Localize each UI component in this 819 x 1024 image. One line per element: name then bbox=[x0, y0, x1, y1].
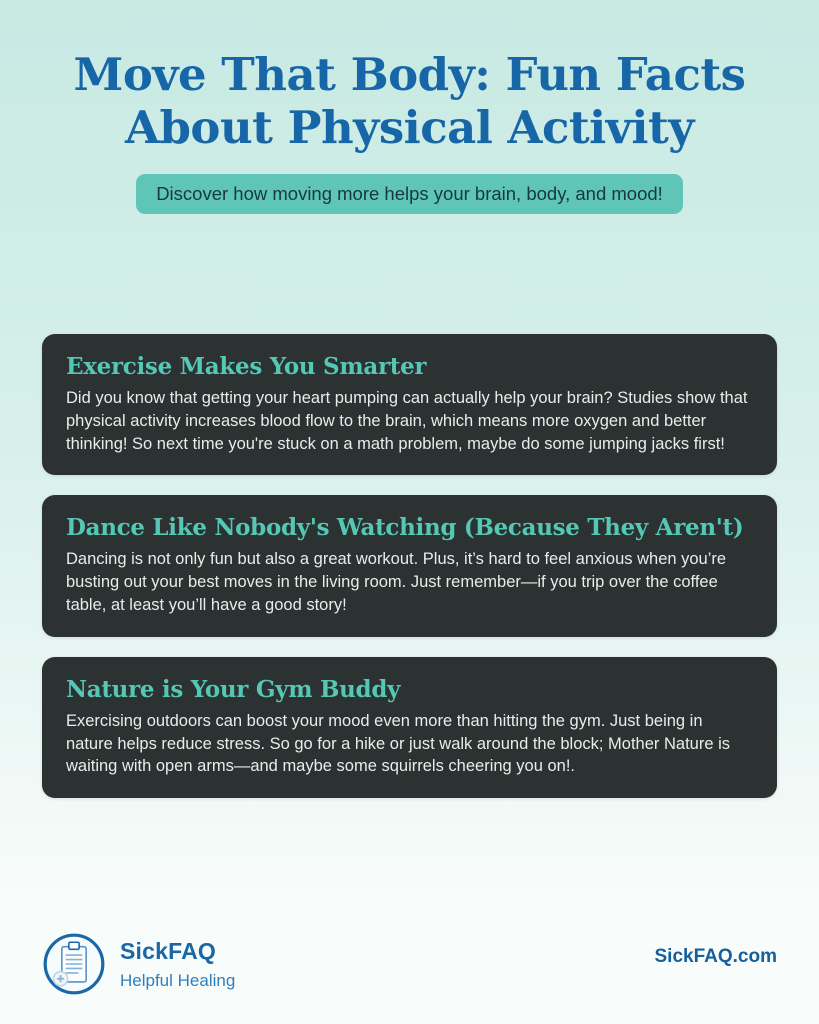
clipboard-plus-icon bbox=[42, 932, 106, 996]
card-body: Exercising outdoors can boost your mood even more than hitting the gym. Just being in nature helps reduce stress. So go for a hike or just walk around the block; Mother Nature is waiting with open arms—and maybe some squirrels cheering you on!. bbox=[66, 711, 731, 776]
page-title-line2: About Physical Activity bbox=[125, 101, 694, 155]
page-title-line1: Move That Body: Fun Facts bbox=[73, 48, 746, 101]
website-link: SickFAQ.com bbox=[654, 946, 777, 967]
brand bbox=[42, 932, 235, 996]
card-body: Did you know that getting your heart pumping can actually help your brain? Studies show that physical activity increases blood flow to the brain, which means more oxygen and better thinking! So next time you're stuck on a math problem, maybe do some jumping jacks first! bbox=[66, 389, 748, 453]
fact-card-exercise bbox=[42, 334, 777, 475]
fact-card-dance bbox=[42, 495, 777, 636]
brand-tagline: Helpful Healing bbox=[120, 970, 236, 990]
card-heading: Nature is Your Gym Buddy bbox=[66, 675, 401, 703]
card-heading: Dance Like Nobody's Watching (Because They Aren't) bbox=[66, 514, 744, 542]
header bbox=[0, 0, 819, 214]
brand-text bbox=[120, 938, 235, 991]
card-heading: Exercise Makes You Smarter bbox=[66, 353, 427, 381]
subtitle-banner bbox=[136, 174, 683, 214]
facts-list bbox=[0, 334, 819, 818]
brand-name: SickFAQ bbox=[120, 937, 216, 964]
card-body: Dancing is not only fun but also a great workout. Plus, it’s hard to feel anxious when you’re busting out your best moves in the living room. Just remember—if you trip over the coffee table, at least you’ll have a good story! bbox=[66, 550, 727, 615]
page-title bbox=[0, 48, 819, 154]
subtitle-text: Discover how moving more helps your brain, body, and mood! bbox=[156, 183, 663, 205]
footer bbox=[42, 932, 777, 1024]
fact-card-nature bbox=[42, 657, 777, 798]
